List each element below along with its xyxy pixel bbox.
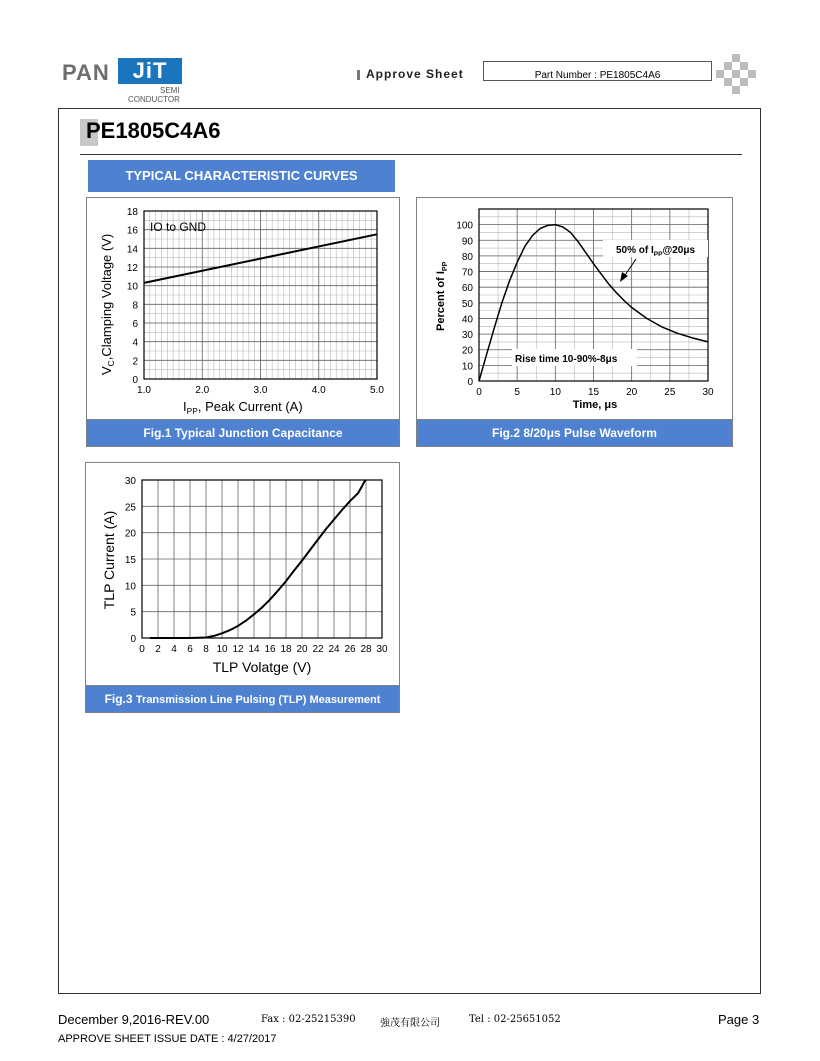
- x-tick-label: 0: [476, 387, 482, 398]
- y-tick-label: 20: [124, 528, 136, 540]
- x-tick-label: 30: [702, 387, 714, 398]
- x-tick-label: 5: [514, 387, 520, 398]
- x-tick-label: 30: [376, 644, 388, 655]
- y-tick-label: 12: [126, 263, 138, 274]
- fig2-x-axis-label: Time, μs: [572, 399, 618, 411]
- x-tick-label: 4.0: [311, 385, 326, 396]
- fig3-chart: [86, 463, 399, 686]
- logo-semi-text: SEMI: [160, 86, 180, 95]
- approve-sheet-label: Approve Sheet: [366, 67, 464, 81]
- fig3-caption-rest: Transmission Line Pulsing (TLP) Measurement: [135, 694, 381, 706]
- x-tick-label: 26: [344, 644, 356, 655]
- x-tick-label: 3.0: [253, 385, 268, 396]
- y-tick-label: 16: [126, 225, 138, 237]
- part-number-box: Part Number : PE1805C4A6: [483, 61, 712, 81]
- fig3-y-axis-label: TLP Current (A): [101, 510, 117, 610]
- x-tick-label: 5.0: [370, 385, 384, 396]
- logo-pan-text: PAN: [62, 60, 110, 85]
- fig3-panel: [85, 462, 400, 713]
- y-tick-label: 0: [132, 375, 138, 386]
- section-banner: TYPICAL CHARACTERISTIC CURVES: [88, 160, 395, 192]
- logo-jit-text: JiT: [118, 58, 182, 84]
- y-tick-label: 100: [456, 220, 473, 232]
- y-tick-label: 0: [467, 377, 473, 388]
- x-tick-label: 24: [328, 644, 340, 655]
- y-tick-label: 14: [126, 244, 138, 256]
- x-tick-label: 10: [549, 387, 561, 398]
- fig2-annotation-rise: Rise time 10-90%-8μs: [515, 354, 618, 365]
- fig1-panel: [86, 197, 400, 447]
- x-tick-label: 10: [216, 644, 228, 655]
- x-tick-label: 18: [280, 644, 292, 655]
- title-divider: [80, 154, 742, 155]
- fig1-chart: [87, 198, 399, 420]
- x-tick-label: 1.0: [137, 385, 151, 396]
- x-tick-label: 15: [587, 387, 600, 398]
- y-tick-label: 6: [132, 319, 138, 330]
- footer-fax: Fax : 02-25215390: [261, 1014, 356, 1025]
- y-tick-label: 2: [132, 356, 138, 368]
- fig1-y-axis-label: $V_C,Clamping$ Voltage (V): [99, 233, 116, 375]
- y-tick-label: 8: [132, 300, 138, 312]
- panjit-logo: [62, 58, 187, 104]
- approve-marker: [357, 70, 360, 80]
- y-tick-label: 10: [126, 281, 138, 293]
- fig1-caption: Fig.1 Typical Junction Capacitance: [87, 419, 399, 446]
- x-tick-label: 25: [664, 387, 676, 398]
- fig3-caption: [86, 685, 399, 712]
- x-tick-label: 2.0: [195, 385, 210, 396]
- x-tick-label: 14: [248, 644, 260, 655]
- footer-company: 強茂有限公司: [380, 1018, 440, 1029]
- x-tick-label: 6: [187, 644, 193, 655]
- x-tick-label: 16: [264, 644, 276, 655]
- y-tick-label: 15: [124, 555, 136, 566]
- x-tick-label: 20: [626, 387, 638, 398]
- fig2-annotation-peak: 50% of $I_{PP}@20\mu s$: [616, 245, 696, 258]
- fig1-x-axis-label: $I_{PP}$, Peak Current (A): [183, 399, 303, 416]
- fig2-panel: [416, 197, 733, 447]
- y-tick-label: 10: [124, 581, 136, 593]
- y-tick-label: 80: [461, 251, 473, 263]
- footer-tel: Tel : 02-25651052: [469, 1014, 561, 1025]
- fig2-chart: [417, 198, 732, 420]
- y-tick-label: 40: [461, 314, 473, 326]
- y-tick-label: 70: [461, 267, 473, 279]
- x-tick-label: 12: [232, 644, 244, 655]
- y-tick-label: 90: [461, 236, 473, 248]
- footer-issue-date: APPROVE SHEET ISSUE DATE : 4/27/2017: [58, 1033, 277, 1045]
- y-tick-label: 50: [461, 298, 473, 310]
- fig3-caption-bold: Fig.3: [104, 692, 133, 706]
- y-tick-label: 30: [124, 476, 136, 487]
- fig3-x-axis-label: TLP Volatge (V): [212, 659, 312, 675]
- x-tick-label: 0: [139, 644, 145, 655]
- y-tick-label: 5: [130, 607, 136, 619]
- fig2-y-axis-label: Percent of $I_{PP}$: [435, 261, 449, 331]
- x-tick-label: 4: [171, 644, 177, 655]
- checker-pattern-icon: [716, 54, 756, 94]
- y-tick-label: 18: [126, 207, 138, 218]
- y-tick-label: 10: [461, 361, 473, 373]
- x-tick-label: 8: [203, 644, 209, 655]
- fig2-caption: Fig.2 8/20μs Pulse Waveform: [417, 419, 732, 446]
- footer-date-rev: December 9,2016-REV.00: [58, 1012, 210, 1027]
- x-tick-label: 20: [296, 644, 308, 655]
- y-tick-label: 0: [130, 634, 136, 645]
- y-tick-label: 20: [461, 345, 473, 357]
- logo-conductor-text: CONDUCTOR: [128, 95, 180, 104]
- y-tick-label: 60: [461, 283, 473, 295]
- fig1-annotation: IO to GND: [150, 220, 207, 234]
- x-tick-label: 22: [312, 644, 324, 655]
- x-tick-label: 28: [360, 644, 372, 655]
- y-tick-label: 4: [132, 337, 138, 349]
- footer-page-number: Page 3: [718, 1012, 760, 1027]
- page-title: PE1805C4A6: [86, 118, 221, 143]
- y-tick-label: 30: [461, 330, 473, 342]
- y-tick-label: 25: [124, 502, 136, 514]
- x-tick-label: 2: [155, 644, 161, 655]
